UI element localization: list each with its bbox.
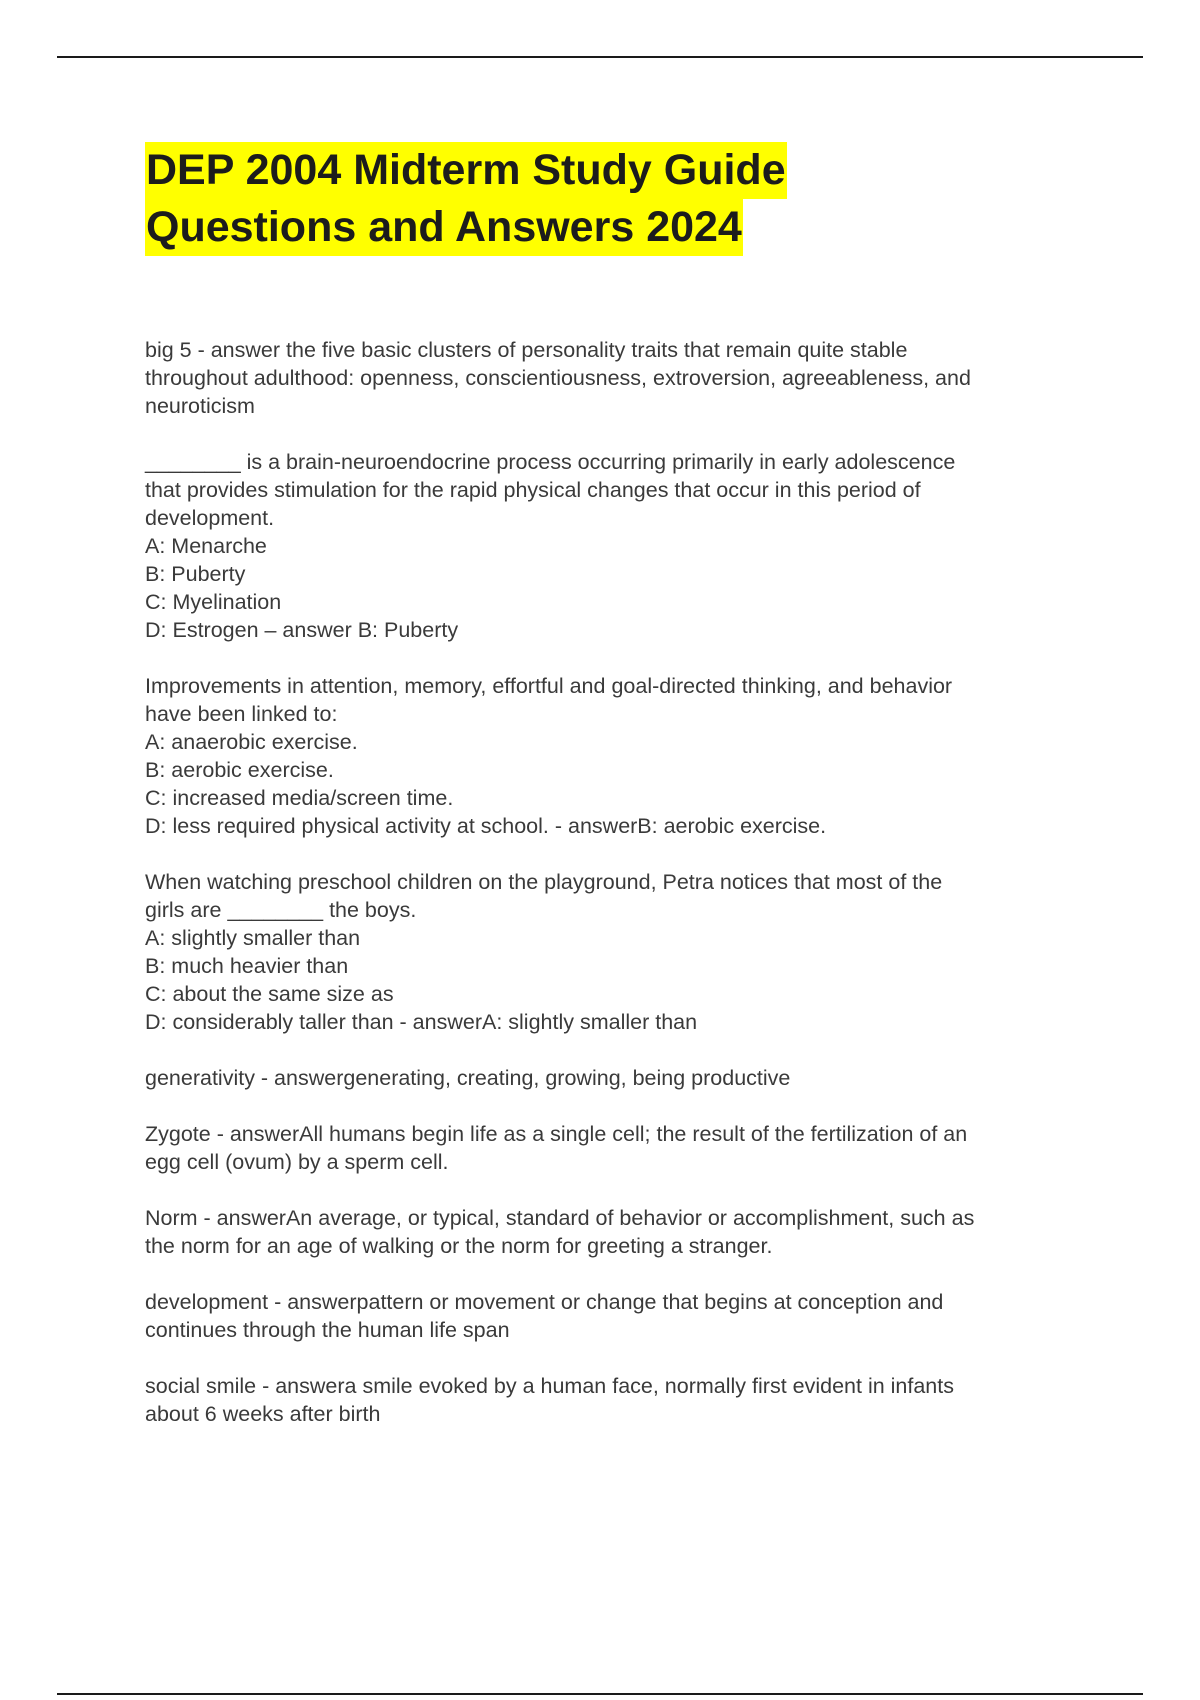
entry-line: Norm - answerAn average, or typical, standard of behavior or accomplishment, such as — [145, 1206, 975, 1230]
entry-line: C: increased media/screen time. — [145, 786, 454, 810]
entry-line: C: about the same size as — [145, 982, 394, 1006]
entry-line: about 6 weeks after birth — [145, 1402, 381, 1426]
entry-line: Improvements in attention, memory, effortful and goal-directed thinking, and behavior — [145, 674, 953, 698]
title-line-1: DEP 2004 Midterm Study Guide — [145, 142, 787, 199]
qa-entry — [145, 672, 1105, 840]
qa-entry — [145, 1204, 1105, 1260]
qa-entry — [145, 1372, 1105, 1428]
entry-line: continues through the human life span — [145, 1318, 510, 1342]
entry-line: big 5 - answer the five basic clusters of personality traits that remain quite stable — [145, 338, 908, 362]
entry-line: B: Puberty — [145, 562, 246, 586]
top-rule — [57, 56, 1143, 58]
entry-line: girls are ________ the boys. — [145, 898, 417, 922]
entry-line: development - answerpattern or movement or change that begins at conception and — [145, 1290, 944, 1314]
document-body — [145, 142, 1105, 1456]
entry-line: A: Menarche — [145, 534, 267, 558]
entry-line: A: slightly smaller than — [145, 926, 361, 950]
entry-line: When watching preschool children on the playground, Petra notices that most of the — [145, 870, 943, 894]
qa-entry — [145, 868, 1105, 1036]
entry-line: have been linked to: — [145, 702, 338, 726]
entry-line: B: much heavier than — [145, 954, 349, 978]
entry-line: B: aerobic exercise. — [145, 758, 334, 782]
entry-line: D: Estrogen – answer B: Puberty — [145, 618, 459, 642]
entry-line: throughout adulthood: openness, conscientiousness, extroversion, agreeableness, and — [145, 366, 971, 390]
entry-line: neuroticism — [145, 394, 255, 418]
entry-line: the norm for an age of walking or the norm for greeting a stranger. — [145, 1234, 773, 1258]
entry-line: D: considerably taller than - answerA: slightly smaller than — [145, 1010, 698, 1034]
entry-line: egg cell (ovum) by a sperm cell. — [145, 1150, 449, 1174]
qa-entry — [145, 336, 1105, 420]
entry-line: development. — [145, 506, 275, 530]
entry-line: generativity - answergenerating, creating, growing, being productive — [145, 1066, 791, 1090]
qa-entry — [145, 1120, 1105, 1176]
bottom-rule — [57, 1693, 1143, 1695]
title-line-2: Questions and Answers 2024 — [145, 199, 743, 256]
entry-line: ________ is a brain-neuroendocrine process occurring primarily in early adolescence — [145, 450, 956, 474]
entry-line: Zygote - answerAll humans begin life as a single cell; the result of the fertilization of an — [145, 1122, 968, 1146]
entry-line: C: Myelination — [145, 590, 282, 614]
qa-entry — [145, 1288, 1105, 1344]
qa-entry — [145, 1064, 1105, 1092]
entry-line: A: anaerobic exercise. — [145, 730, 358, 754]
entry-line: social smile - answera smile evoked by a human face, normally first evident in infants — [145, 1374, 954, 1398]
entry-line: that provides stimulation for the rapid physical changes that occur in this period of — [145, 478, 921, 502]
qa-entry — [145, 448, 1105, 644]
document-title — [145, 142, 1105, 256]
entry-line: D: less required physical activity at school. - answerB: aerobic exercise. — [145, 814, 827, 838]
question-list — [145, 336, 1105, 1428]
